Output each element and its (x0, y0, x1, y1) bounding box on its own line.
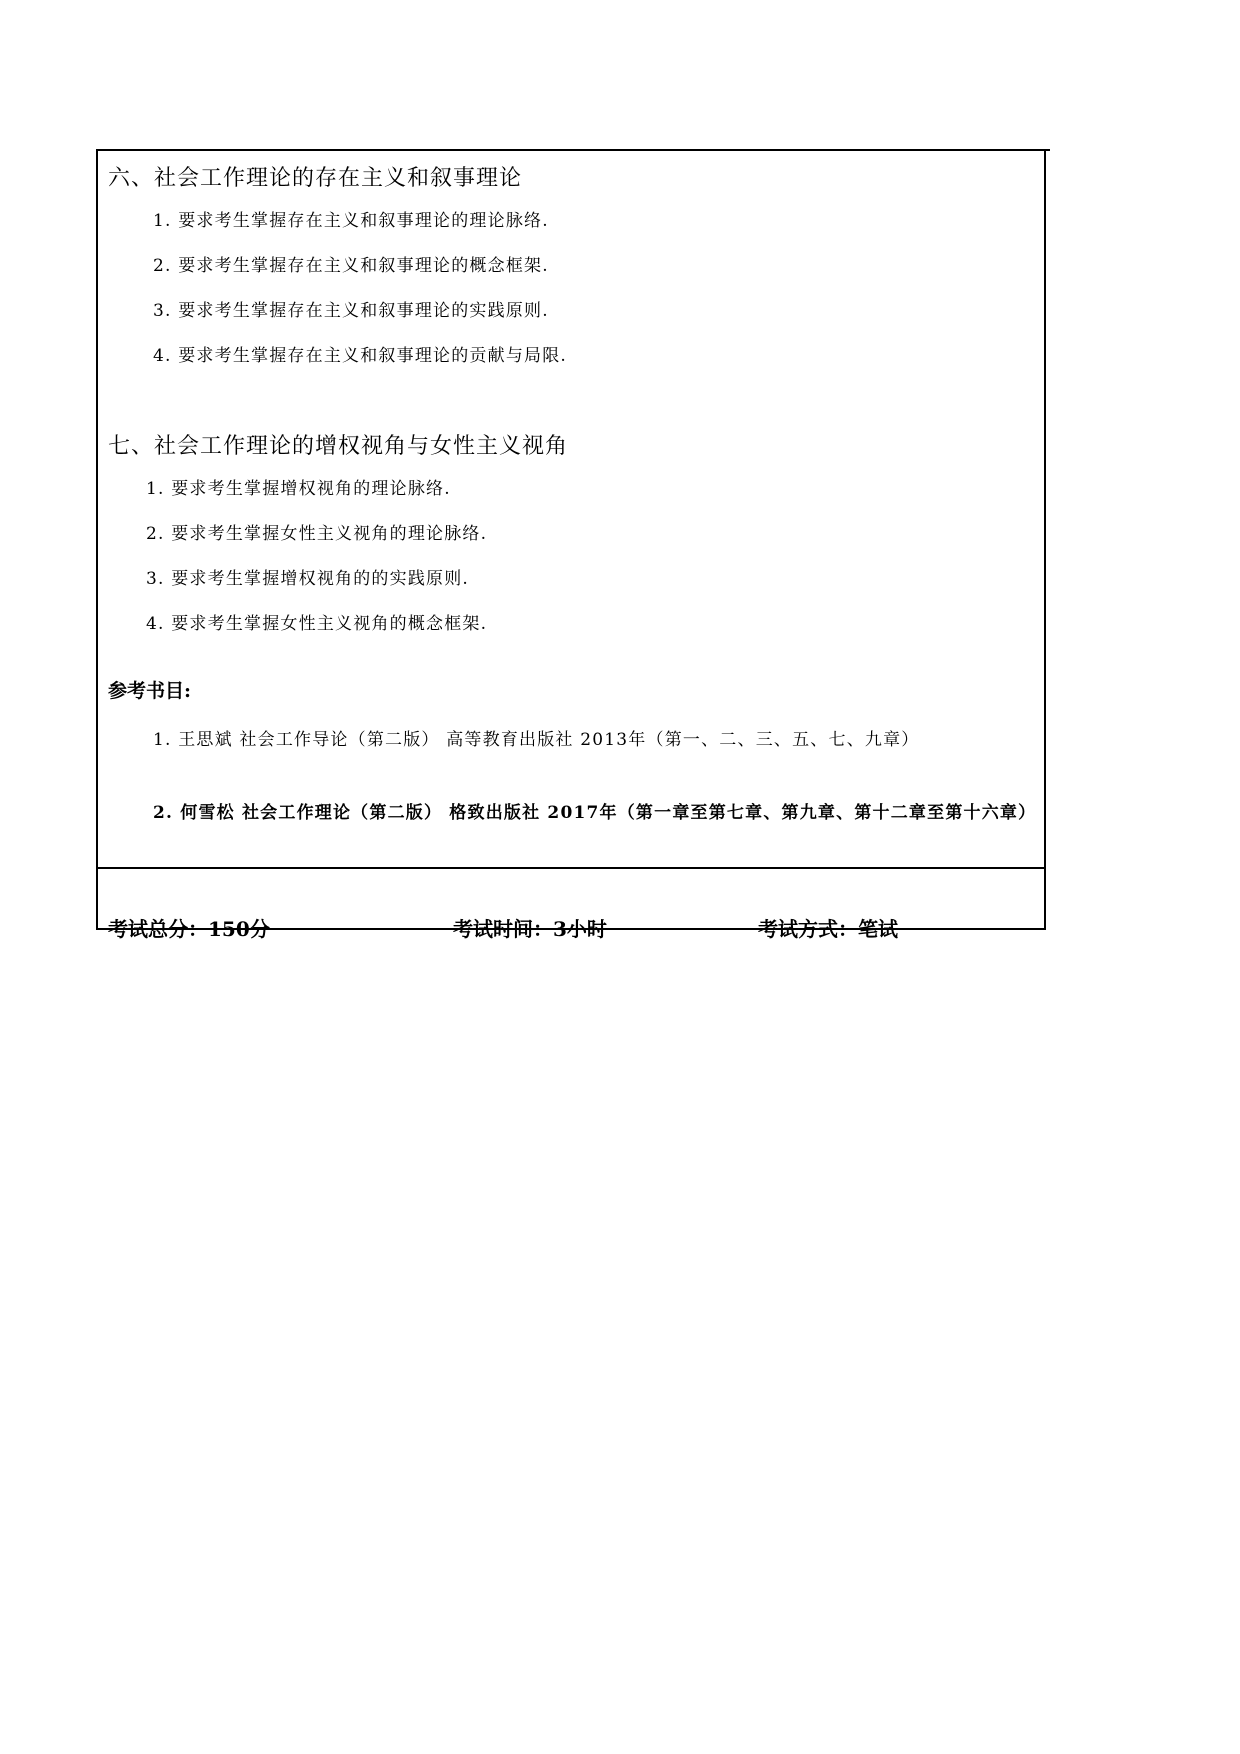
exam-syllabus-table (96, 150, 1046, 941)
section-6-item-1: 1. 要求考生掌握存在主义和叙事理论的理论脉络. (153, 211, 549, 231)
section-6-item-3: 3. 要求考生掌握存在主义和叙事理论的实践原则. (153, 301, 549, 321)
section-heading-7: 七、社会工作理论的增权视角与女性主义视角 (108, 434, 569, 459)
section-6-item-4: 4. 要求考生掌握存在主义和叙事理论的贡献与局限. (153, 346, 568, 366)
section-7-item-1: 1. 要求考生掌握增权视角的理论脉络. (146, 479, 451, 499)
total-score: 考试总分：150分 (108, 917, 270, 941)
section-6-item-2: 2. 要求考生掌握存在主义和叙事理论的概念框架. (153, 256, 549, 276)
exam-duration: 考试时间：3小时 (453, 917, 607, 941)
reference-2-text: 2. 何雪松 社会工作理论（第二版） 格致出版社 2017年（第一章至第七章、第九章、第十二章至第十六章） (153, 803, 1037, 823)
section-heading-6: 六、社会工作理论的存在主义和叙事理论 (108, 166, 523, 191)
exam-method: 考试方式：笔试 (758, 917, 898, 941)
references-title: 参考书目: (108, 680, 192, 702)
reference-1-text: 1. 王思斌 社会工作导论（第二版） 高等教育出版社 2013年（第一、二、三、五、七、九章） (153, 730, 920, 750)
exam-info-cell (98, 867, 1044, 941)
reference-1 (108, 721, 1033, 759)
section-7-item-3: 3. 要求考生掌握增权视角的的实践原则. (146, 569, 470, 589)
syllabus-content-cell (98, 151, 1044, 867)
section-7-item-4: 4. 要求考生掌握女性主义视角的概念框架. (146, 614, 488, 634)
section-7-item-2: 2. 要求考生掌握女性主义视角的理论脉络. (146, 524, 488, 544)
reference-2 (108, 796, 1037, 830)
